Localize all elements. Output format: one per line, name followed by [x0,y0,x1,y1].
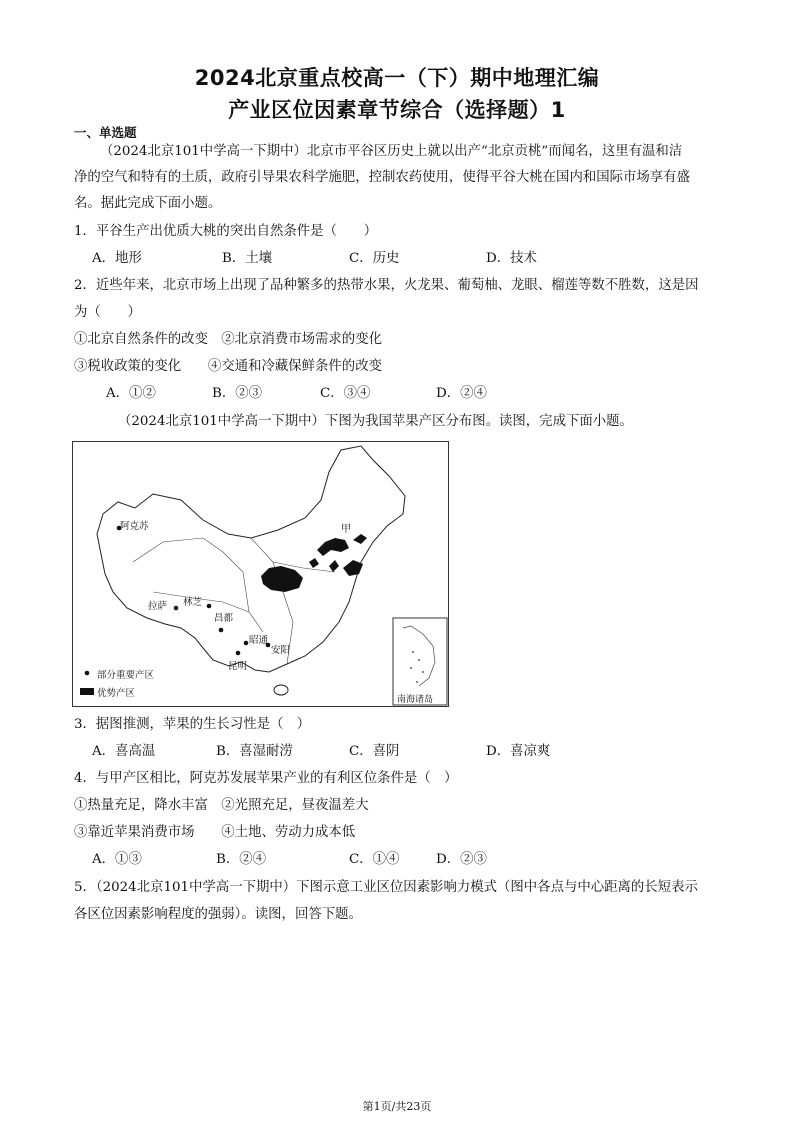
map-label-lasa: 拉萨 [148,601,168,612]
document-title: 2024北京重点校高一（下）期中地理汇编 [194,66,600,90]
q4-items-line1: ①热量充足，降水丰富 ②光照充足，昼夜温差大 [74,798,369,813]
map-label-changdu: 昌都 [214,613,234,624]
passage1-line3: 名。据此完成下面小题。 [74,196,222,211]
page-footer: 第1页/共23页 [362,1100,432,1113]
q4-option-a: A．①③ [92,852,142,867]
q2-option-d: D．②④ [436,386,487,401]
q1-option-a: A．地形 [92,251,142,266]
q1-options [92,250,692,268]
passage1-line1: （2024北京101中学高一下期中）北京市平谷区历史上就以出产“北京贡桃”而闻名，这里有温和洁 [100,144,683,159]
q1-stem: 1．平谷生产出优质大桃的突出自然条件是（ ） [74,224,378,239]
q2-options [106,385,706,403]
map-label-jia: 甲 [341,524,351,535]
q2-stem-line2: 为（ ） [74,305,141,320]
q3-options [92,743,692,761]
q3-stem: 3．据图推测，苹果的生长习性是（ ） [74,717,311,732]
q3-option-b: B．喜湿耐涝 [216,744,293,759]
legend-point-label: 部分重要产区 [97,670,155,681]
passage1-line2: 净的空气和特有的土质，政府引导果农科学施肥，控制农药使用，使得平谷大桃在国内和国际市场享有盛 [74,170,690,185]
q1-option-c: C．历史 [349,251,400,266]
legend-area-label: 优势产区 [97,688,136,699]
q5-line2: 各区位因素影响程度的强弱）。读图，回答下题。 [74,907,362,922]
q2-items-line1: ①北京自然条件的改变 ②北京消费市场需求的变化 [74,332,382,347]
inset-label: 南海诸岛 [397,695,434,705]
q4-options [92,851,692,869]
apple-production-map [72,441,449,707]
document-subtitle: 产业区位因素章节综合（选择题）1 [228,98,566,122]
q3-option-c: C．喜阴 [349,744,400,759]
map-label-zhaotong: 昭通 [249,635,269,646]
q3-option-a: A．喜高温 [92,744,156,759]
passage2-line1: （2024北京101中学高一下期中）下图为我国苹果产区分布图。读图，完成下面小题。 [118,414,633,429]
map-label-linzhi: 林芝 [183,597,203,608]
q4-option-b: B．②④ [216,852,267,867]
q4-stem: 4．与甲产区相比，阿克苏发展苹果产业的有利区位条件是（ ） [74,771,458,786]
q1-option-d: D．技术 [486,251,537,266]
q4-option-d: D．②③ [436,852,487,867]
q2-items-line2: ③税收政策的变化 ④交通和冷藏保鲜条件的改变 [74,359,382,374]
section-heading: 一、单选题 [74,125,137,140]
q2-stem-line1: 2．近些年来，北京市场上出现了品种繁多的热带水果，火龙果、葡萄柚、龙眼、榴莲等数不胜数，这是因 [74,278,699,293]
q2-option-c: C．③④ [320,386,371,401]
q4-items-line2: ③靠近苹果消费市场 ④土地、劳动力成本低 [74,825,356,840]
q4-option-c: C．①④ [349,852,400,867]
q3-option-d: D．喜凉爽 [486,744,551,759]
map-label-anyang: 安阳 [271,645,291,656]
q1-option-b: B．土壤 [222,251,273,266]
map-label-akesu: 阿克苏 [120,521,149,532]
q5-line1: 5．（2024北京101中学高一下期中）下图示意工业区位因素影响力模式（图中各点与中心距离的长短表示 [74,880,698,895]
q2-option-a: A．①② [106,386,156,401]
map-label-kunming: 昆明 [228,661,248,672]
q2-option-b: B．②③ [212,386,263,401]
